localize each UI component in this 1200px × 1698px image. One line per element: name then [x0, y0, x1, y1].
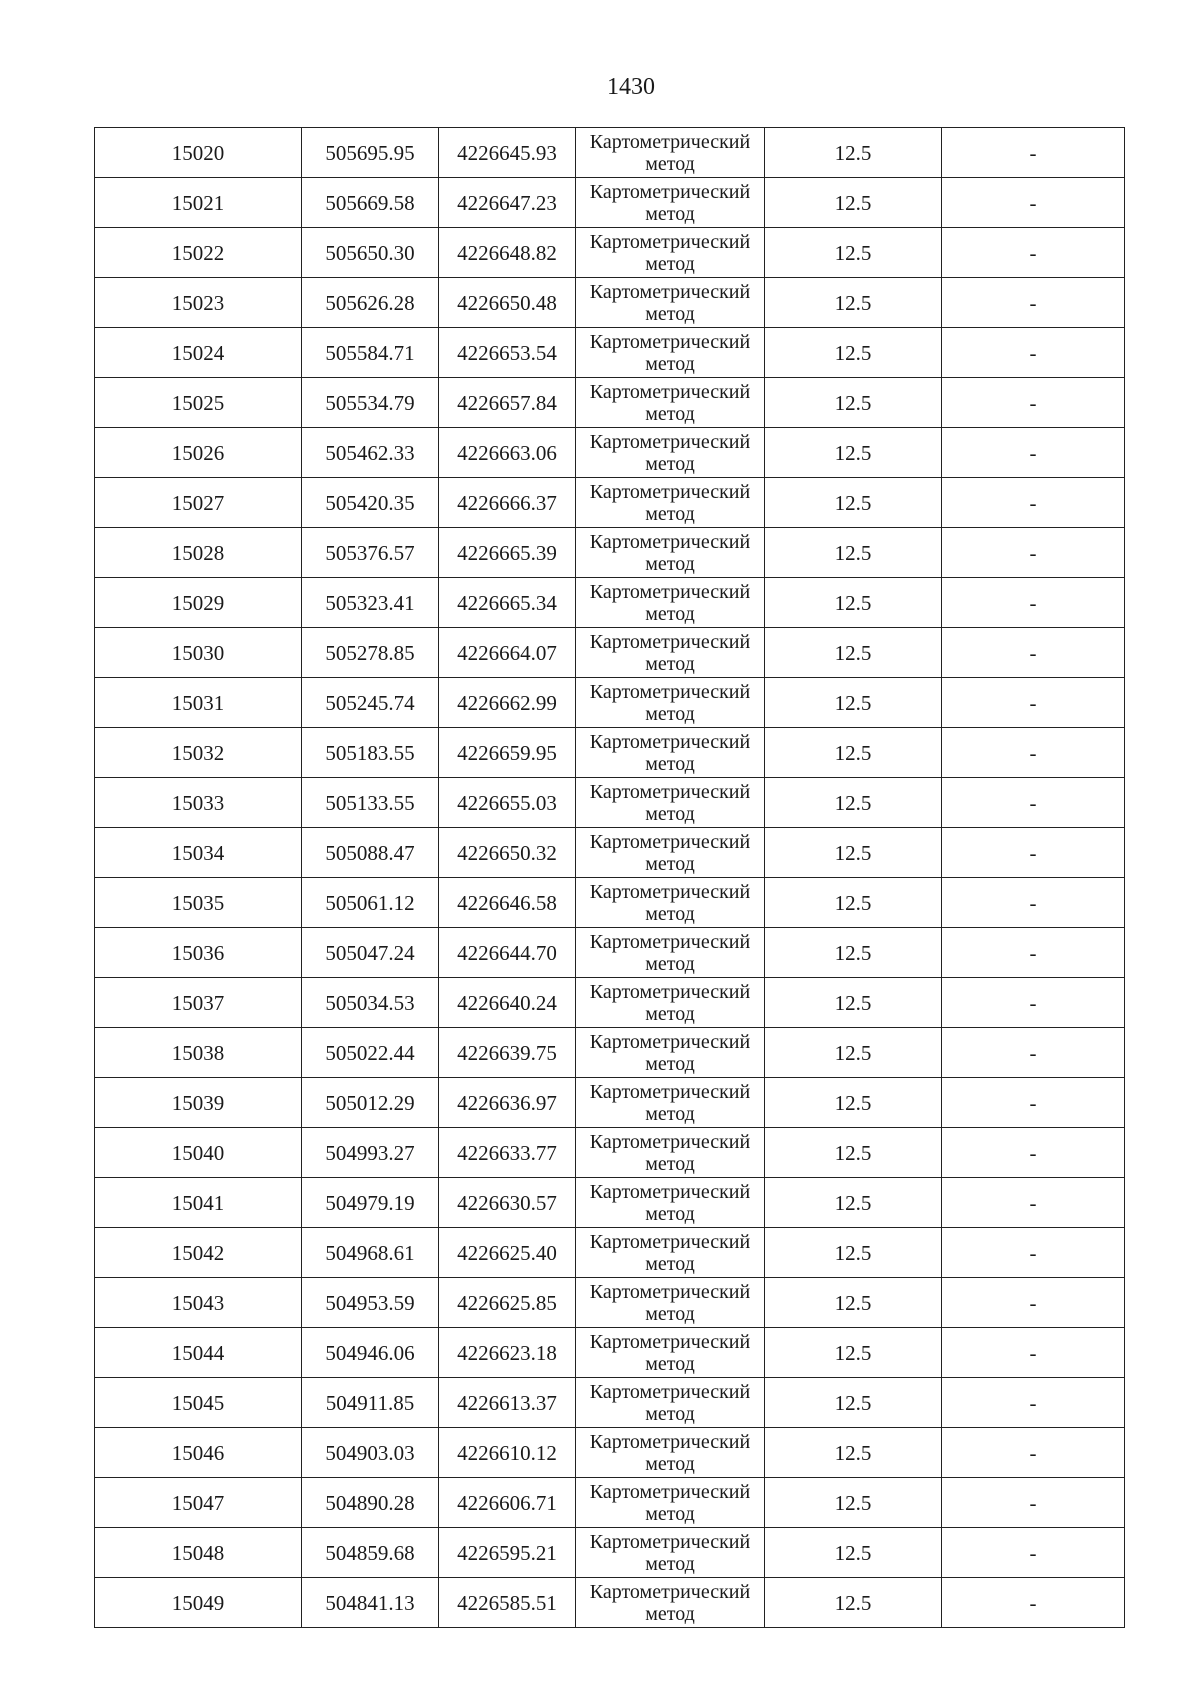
description-cell: - — [942, 378, 1125, 428]
y-coordinate-cell: 4226659.95 — [439, 728, 576, 778]
method-text-line2: метод — [645, 1502, 695, 1525]
accuracy-cell: 12.5 — [765, 178, 942, 228]
point-number-cell: 15031 — [95, 678, 302, 728]
y-coordinate-cell: 4226625.40 — [439, 1228, 576, 1278]
method-text-line1: Картометрический — [589, 680, 751, 703]
description-cell: - — [942, 1528, 1125, 1578]
coordinates-table — [94, 127, 1125, 1628]
description-cell: - — [942, 1478, 1125, 1528]
method-cell — [576, 1528, 765, 1578]
method-text-line2: метод — [645, 152, 695, 175]
accuracy-cell: 12.5 — [765, 128, 942, 178]
method-text-line2: метод — [645, 1402, 695, 1425]
point-number-cell: 15020 — [95, 128, 302, 178]
method-cell — [576, 1278, 765, 1328]
y-coordinate-cell: 4226644.70 — [439, 928, 576, 978]
table-row — [95, 678, 1125, 728]
method-cell — [576, 578, 765, 628]
method-text-line2: метод — [645, 852, 695, 875]
x-coordinate-cell: 505626.28 — [302, 278, 439, 328]
x-coordinate-cell: 505088.47 — [302, 828, 439, 878]
point-number-cell: 15030 — [95, 628, 302, 678]
x-coordinate-cell: 505584.71 — [302, 328, 439, 378]
method-text-line1: Картометрический — [589, 830, 751, 853]
method-text-line1: Картометрический — [589, 1530, 751, 1553]
table-row — [95, 1078, 1125, 1128]
y-coordinate-cell: 4226645.93 — [439, 128, 576, 178]
table-row — [95, 1278, 1125, 1328]
point-number-cell: 15042 — [95, 1228, 302, 1278]
description-cell: - — [942, 1028, 1125, 1078]
point-number-cell: 15021 — [95, 178, 302, 228]
description-cell: - — [942, 978, 1125, 1028]
y-coordinate-cell: 4226630.57 — [439, 1178, 576, 1228]
method-cell — [576, 1178, 765, 1228]
accuracy-cell: 12.5 — [765, 1478, 942, 1528]
y-coordinate-cell: 4226613.37 — [439, 1378, 576, 1428]
method-text-line2: метод — [645, 252, 695, 275]
accuracy-cell: 12.5 — [765, 878, 942, 928]
description-cell: - — [942, 1278, 1125, 1328]
point-number-cell: 15044 — [95, 1328, 302, 1378]
table-row — [95, 1528, 1125, 1578]
method-text-line2: метод — [645, 1602, 695, 1625]
table-row — [95, 1028, 1125, 1078]
point-number-cell: 15026 — [95, 428, 302, 478]
point-number-cell: 15028 — [95, 528, 302, 578]
point-number-cell: 15022 — [95, 228, 302, 278]
method-text-line1: Картометрический — [589, 1580, 751, 1603]
point-number-cell: 15036 — [95, 928, 302, 978]
method-text-line2: метод — [645, 952, 695, 975]
method-cell — [576, 378, 765, 428]
method-text-line1: Картометрический — [589, 1180, 751, 1203]
method-text-line1: Картометрический — [589, 1330, 751, 1353]
accuracy-cell: 12.5 — [765, 778, 942, 828]
accuracy-cell: 12.5 — [765, 228, 942, 278]
method-cell — [576, 1228, 765, 1278]
table-row — [95, 528, 1125, 578]
description-cell: - — [942, 428, 1125, 478]
method-cell — [576, 728, 765, 778]
method-cell — [576, 228, 765, 278]
method-text-line2: метод — [645, 602, 695, 625]
method-cell — [576, 278, 765, 328]
coordinates-table-body — [95, 128, 1125, 1628]
method-cell — [576, 428, 765, 478]
method-text-line2: метод — [645, 702, 695, 725]
method-text-line2: метод — [645, 1302, 695, 1325]
point-number-cell: 15037 — [95, 978, 302, 1028]
method-cell — [576, 978, 765, 1028]
point-number-cell: 15025 — [95, 378, 302, 428]
table-row — [95, 1328, 1125, 1378]
method-cell — [576, 178, 765, 228]
y-coordinate-cell: 4226662.99 — [439, 678, 576, 728]
table-row — [95, 378, 1125, 428]
table-row — [95, 1128, 1125, 1178]
y-coordinate-cell: 4226647.23 — [439, 178, 576, 228]
description-cell: - — [942, 628, 1125, 678]
y-coordinate-cell: 4226646.58 — [439, 878, 576, 928]
method-text-line2: метод — [645, 1252, 695, 1275]
method-cell — [576, 828, 765, 878]
table-row — [95, 1178, 1125, 1228]
y-coordinate-cell: 4226595.21 — [439, 1528, 576, 1578]
accuracy-cell: 12.5 — [765, 1378, 942, 1428]
accuracy-cell: 12.5 — [765, 578, 942, 628]
point-number-cell: 15046 — [95, 1428, 302, 1478]
description-cell: - — [942, 178, 1125, 228]
description-cell: - — [942, 1128, 1125, 1178]
method-text-line1: Картометрический — [589, 1480, 751, 1503]
point-number-cell: 15040 — [95, 1128, 302, 1178]
x-coordinate-cell: 505650.30 — [302, 228, 439, 278]
table-row — [95, 978, 1125, 1028]
method-text-line1: Картометрический — [589, 380, 751, 403]
description-cell: - — [942, 728, 1125, 778]
x-coordinate-cell: 505534.79 — [302, 378, 439, 428]
y-coordinate-cell: 4226625.85 — [439, 1278, 576, 1328]
method-text-line2: метод — [645, 352, 695, 375]
method-text-line2: метод — [645, 1352, 695, 1375]
y-coordinate-cell: 4226650.48 — [439, 278, 576, 328]
method-text-line1: Картометрический — [589, 180, 751, 203]
method-text-line2: метод — [645, 1152, 695, 1175]
method-text-line1: Картометрический — [589, 930, 751, 953]
y-coordinate-cell: 4226650.32 — [439, 828, 576, 878]
description-cell: - — [942, 678, 1125, 728]
method-text-line2: метод — [645, 1002, 695, 1025]
accuracy-cell: 12.5 — [765, 1128, 942, 1178]
method-text-line1: Картометрический — [589, 1080, 751, 1103]
description-cell: - — [942, 778, 1125, 828]
x-coordinate-cell: 505278.85 — [302, 628, 439, 678]
table-row — [95, 878, 1125, 928]
x-coordinate-cell: 504890.28 — [302, 1478, 439, 1528]
y-coordinate-cell: 4226636.97 — [439, 1078, 576, 1128]
description-cell: - — [942, 1378, 1125, 1428]
x-coordinate-cell: 505695.95 — [302, 128, 439, 178]
y-coordinate-cell: 4226664.07 — [439, 628, 576, 678]
y-coordinate-cell: 4226606.71 — [439, 1478, 576, 1528]
method-cell — [576, 1428, 765, 1478]
table-row — [95, 578, 1125, 628]
method-text-line1: Картометрический — [589, 780, 751, 803]
table-row — [95, 628, 1125, 678]
point-number-cell: 15043 — [95, 1278, 302, 1328]
description-cell: - — [942, 478, 1125, 528]
method-cell — [576, 1378, 765, 1428]
x-coordinate-cell: 504859.68 — [302, 1528, 439, 1578]
x-coordinate-cell: 505669.58 — [302, 178, 439, 228]
y-coordinate-cell: 4226665.39 — [439, 528, 576, 578]
table-row — [95, 328, 1125, 378]
accuracy-cell: 12.5 — [765, 828, 942, 878]
description-cell: - — [942, 1428, 1125, 1478]
y-coordinate-cell: 4226665.34 — [439, 578, 576, 628]
y-coordinate-cell: 4226610.12 — [439, 1428, 576, 1478]
description-cell: - — [942, 1078, 1125, 1128]
x-coordinate-cell: 504903.03 — [302, 1428, 439, 1478]
y-coordinate-cell: 4226623.18 — [439, 1328, 576, 1378]
method-cell — [576, 1078, 765, 1128]
accuracy-cell: 12.5 — [765, 1428, 942, 1478]
method-text-line2: метод — [645, 1552, 695, 1575]
x-coordinate-cell: 505376.57 — [302, 528, 439, 578]
method-text-line1: Картометрический — [589, 1130, 751, 1153]
method-text-line1: Картометрический — [589, 280, 751, 303]
method-text-line1: Картометрический — [589, 530, 751, 553]
x-coordinate-cell: 505047.24 — [302, 928, 439, 978]
description-cell: - — [942, 528, 1125, 578]
method-cell — [576, 778, 765, 828]
accuracy-cell: 12.5 — [765, 978, 942, 1028]
method-text-line1: Картометрический — [589, 880, 751, 903]
x-coordinate-cell: 505034.53 — [302, 978, 439, 1028]
x-coordinate-cell: 504953.59 — [302, 1278, 439, 1328]
x-coordinate-cell: 504911.85 — [302, 1378, 439, 1428]
y-coordinate-cell: 4226666.37 — [439, 478, 576, 528]
method-text-line2: метод — [645, 752, 695, 775]
y-coordinate-cell: 4226663.06 — [439, 428, 576, 478]
description-cell: - — [942, 828, 1125, 878]
x-coordinate-cell: 504841.13 — [302, 1578, 439, 1628]
table-row — [95, 1578, 1125, 1628]
method-text-line2: метод — [645, 1102, 695, 1125]
y-coordinate-cell: 4226648.82 — [439, 228, 576, 278]
method-cell — [576, 1128, 765, 1178]
x-coordinate-cell: 504993.27 — [302, 1128, 439, 1178]
description-cell: - — [942, 928, 1125, 978]
table-row — [95, 1428, 1125, 1478]
x-coordinate-cell: 504968.61 — [302, 1228, 439, 1278]
accuracy-cell: 12.5 — [765, 328, 942, 378]
method-cell — [576, 478, 765, 528]
point-number-cell: 15027 — [95, 478, 302, 528]
x-coordinate-cell: 505022.44 — [302, 1028, 439, 1078]
table-row — [95, 928, 1125, 978]
table-row — [95, 178, 1125, 228]
accuracy-cell: 12.5 — [765, 378, 942, 428]
y-coordinate-cell: 4226640.24 — [439, 978, 576, 1028]
table-row — [95, 778, 1125, 828]
accuracy-cell: 12.5 — [765, 1178, 942, 1228]
point-number-cell: 15047 — [95, 1478, 302, 1528]
accuracy-cell: 12.5 — [765, 1528, 942, 1578]
method-text-line1: Картометрический — [589, 1430, 751, 1453]
method-cell — [576, 1478, 765, 1528]
method-text-line2: метод — [645, 902, 695, 925]
table-row — [95, 828, 1125, 878]
x-coordinate-cell: 505183.55 — [302, 728, 439, 778]
method-cell — [576, 678, 765, 728]
accuracy-cell: 12.5 — [765, 928, 942, 978]
method-cell — [576, 1028, 765, 1078]
y-coordinate-cell: 4226653.54 — [439, 328, 576, 378]
method-text-line2: метод — [645, 1052, 695, 1075]
method-text-line2: метод — [645, 502, 695, 525]
method-text-line1: Картометрический — [589, 730, 751, 753]
method-text-line2: метод — [645, 1452, 695, 1475]
y-coordinate-cell: 4226639.75 — [439, 1028, 576, 1078]
point-number-cell: 15035 — [95, 878, 302, 928]
method-cell — [576, 1578, 765, 1628]
method-cell — [576, 628, 765, 678]
accuracy-cell: 12.5 — [765, 728, 942, 778]
point-number-cell: 15024 — [95, 328, 302, 378]
method-cell — [576, 528, 765, 578]
method-text-line2: метод — [645, 802, 695, 825]
description-cell: - — [942, 878, 1125, 928]
method-text-line1: Картометрический — [589, 480, 751, 503]
point-number-cell: 15032 — [95, 728, 302, 778]
method-text-line2: метод — [645, 302, 695, 325]
description-cell: - — [942, 1178, 1125, 1228]
description-cell: - — [942, 1228, 1125, 1278]
accuracy-cell: 12.5 — [765, 528, 942, 578]
y-coordinate-cell: 4226633.77 — [439, 1128, 576, 1178]
table-row — [95, 278, 1125, 328]
method-text-line1: Картометрический — [589, 1280, 751, 1303]
table-row — [95, 1478, 1125, 1528]
accuracy-cell: 12.5 — [765, 1328, 942, 1378]
method-cell — [576, 878, 765, 928]
table-row — [95, 1378, 1125, 1428]
method-text-line1: Картометрический — [589, 230, 751, 253]
description-cell: - — [942, 578, 1125, 628]
description-cell: - — [942, 278, 1125, 328]
method-cell — [576, 128, 765, 178]
method-text-line1: Картометрический — [589, 1230, 751, 1253]
point-number-cell: 15033 — [95, 778, 302, 828]
accuracy-cell: 12.5 — [765, 1228, 942, 1278]
method-cell — [576, 1328, 765, 1378]
table-row — [95, 428, 1125, 478]
accuracy-cell: 12.5 — [765, 428, 942, 478]
description-cell: - — [942, 128, 1125, 178]
accuracy-cell: 12.5 — [765, 1278, 942, 1328]
x-coordinate-cell: 505462.33 — [302, 428, 439, 478]
method-text-line2: метод — [645, 652, 695, 675]
point-number-cell: 15023 — [95, 278, 302, 328]
accuracy-cell: 12.5 — [765, 1078, 942, 1128]
description-cell: - — [942, 1328, 1125, 1378]
x-coordinate-cell: 504946.06 — [302, 1328, 439, 1378]
x-coordinate-cell: 505133.55 — [302, 778, 439, 828]
table-row — [95, 228, 1125, 278]
method-text-line1: Картометрический — [589, 1380, 751, 1403]
y-coordinate-cell: 4226655.03 — [439, 778, 576, 828]
accuracy-cell: 12.5 — [765, 1028, 942, 1078]
x-coordinate-cell: 505012.29 — [302, 1078, 439, 1128]
page-number: 1430 — [607, 74, 655, 100]
accuracy-cell: 12.5 — [765, 628, 942, 678]
method-text-line1: Картометрический — [589, 980, 751, 1003]
accuracy-cell: 12.5 — [765, 678, 942, 728]
description-cell: - — [942, 328, 1125, 378]
point-number-cell: 15034 — [95, 828, 302, 878]
point-number-cell: 15039 — [95, 1078, 302, 1128]
accuracy-cell: 12.5 — [765, 278, 942, 328]
method-text-line2: метод — [645, 452, 695, 475]
point-number-cell: 15049 — [95, 1578, 302, 1628]
method-text-line1: Картометрический — [589, 330, 751, 353]
point-number-cell: 15045 — [95, 1378, 302, 1428]
point-number-cell: 15041 — [95, 1178, 302, 1228]
x-coordinate-cell: 505323.41 — [302, 578, 439, 628]
method-text-line2: метод — [645, 402, 695, 425]
method-text-line2: метод — [645, 552, 695, 575]
method-text-line1: Картометрический — [589, 1030, 751, 1053]
x-coordinate-cell: 504979.19 — [302, 1178, 439, 1228]
description-cell: - — [942, 1578, 1125, 1628]
point-number-cell: 15029 — [95, 578, 302, 628]
accuracy-cell: 12.5 — [765, 478, 942, 528]
point-number-cell: 15038 — [95, 1028, 302, 1078]
point-number-cell: 15048 — [95, 1528, 302, 1578]
x-coordinate-cell: 505420.35 — [302, 478, 439, 528]
method-text-line1: Картометрический — [589, 580, 751, 603]
table-row — [95, 1228, 1125, 1278]
description-cell: - — [942, 228, 1125, 278]
table-row — [95, 128, 1125, 178]
method-text-line1: Картометрический — [589, 630, 751, 653]
method-text-line1: Картометрический — [589, 430, 751, 453]
method-cell — [576, 328, 765, 378]
accuracy-cell: 12.5 — [765, 1578, 942, 1628]
y-coordinate-cell: 4226585.51 — [439, 1578, 576, 1628]
table-row — [95, 728, 1125, 778]
table-row — [95, 478, 1125, 528]
x-coordinate-cell: 505061.12 — [302, 878, 439, 928]
method-text-line2: метод — [645, 202, 695, 225]
method-cell — [576, 928, 765, 978]
y-coordinate-cell: 4226657.84 — [439, 378, 576, 428]
method-text-line2: метод — [645, 1202, 695, 1225]
x-coordinate-cell: 505245.74 — [302, 678, 439, 728]
method-text-line1: Картометрический — [589, 130, 751, 153]
